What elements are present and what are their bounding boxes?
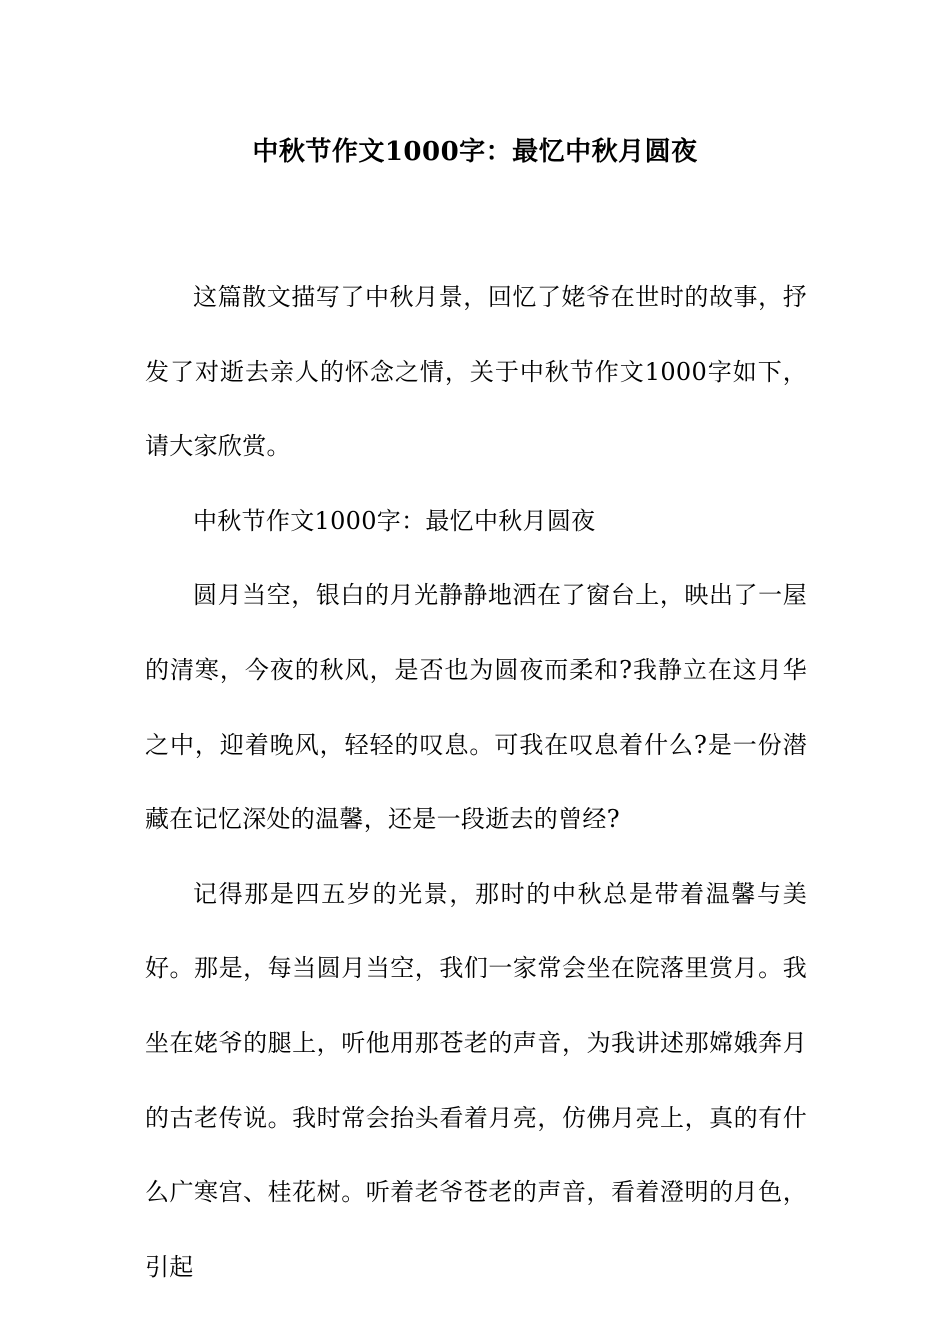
document-title: 中秋节作文1000字：最忆中秋月圆夜	[252, 137, 698, 167]
paragraph-intro: 这篇散文描写了中秋月景，回忆了姥爷在世时的故事，抒发了对逝去亲人的怀念之情，关于中秋节作文1000字如下，请大家欣赏。	[145, 283, 807, 461]
paragraph-subtitle: 中秋节作文1000字：最忆中秋月圆夜	[193, 506, 596, 535]
document-body	[145, 260, 807, 1304]
paragraph-moonlight: 圆月当空，银白的月光静静地洒在了窗台上，映出了一屋的清寒，今夜的秋风，是否也为圆夜而柔和?我静立在这月华之中，迎着晚风，轻轻的叹息。可我在叹息着什么?是一份潜藏在记忆深处的温馨，还是一段逝去的曾经?	[145, 581, 807, 834]
paragraph-memory: 记得那是四五岁的光景，那时的中秋总是带着温馨与美好。那是，每当圆月当空，我们一家常会坐在院落里赏月。我坐在姥爷的腿上，听他用那苍老的声音，为我讲述那嫦娥奔月的古老传说。我时常会抬头看着月亮，仿佛月亮上，真的有什么广寒宫、桂花树。听着老爷苍老的声音，看着澄明的月色，引起	[145, 879, 807, 1281]
